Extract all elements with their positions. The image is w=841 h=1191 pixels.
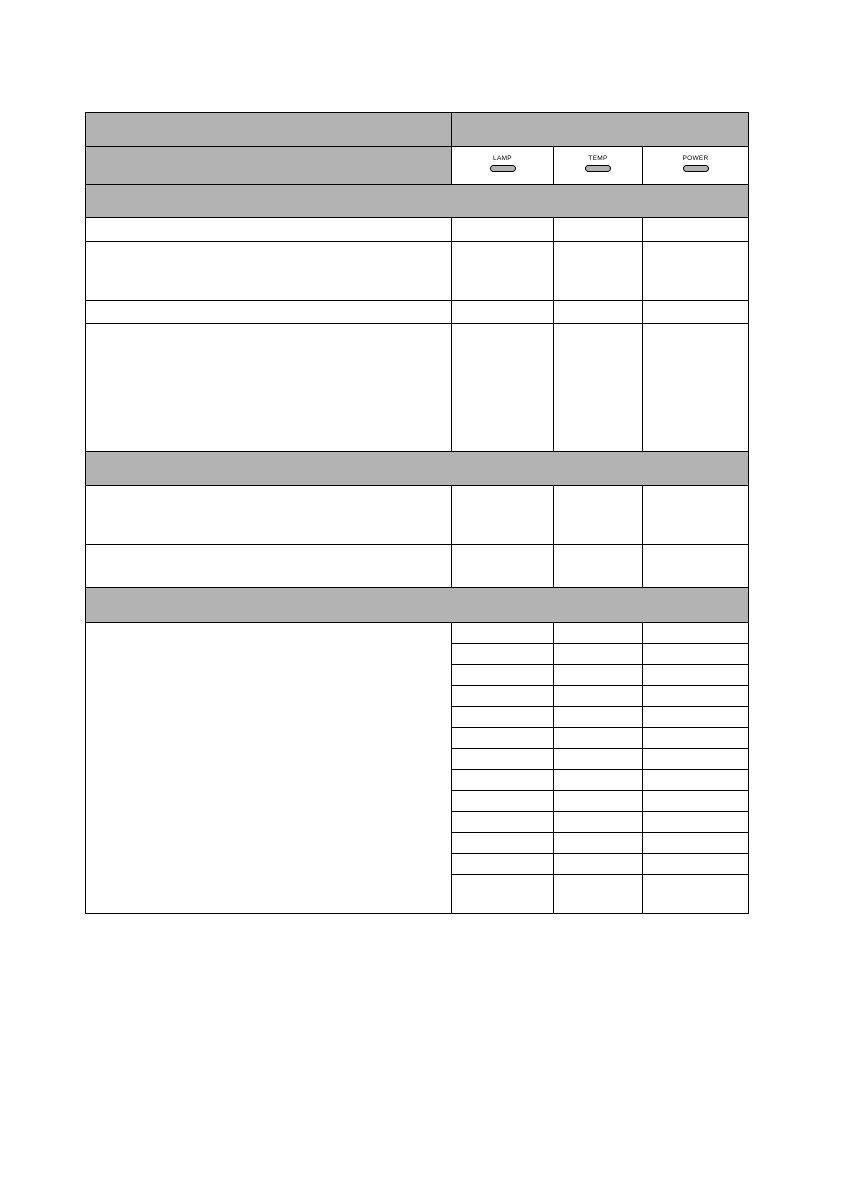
lamp-label: LAMP (493, 155, 512, 162)
table-cell (553, 748, 642, 769)
table-cell (451, 485, 553, 544)
table-cell (451, 622, 553, 643)
table-cell (642, 769, 749, 790)
table-cell (451, 832, 553, 853)
table-cell (553, 832, 642, 853)
table-row (85, 323, 749, 451)
header-cell-blank (85, 146, 451, 184)
power-indicator-icon (683, 165, 709, 172)
indicator-header-row (85, 146, 749, 184)
table-cell (85, 300, 451, 323)
table-cell (451, 544, 553, 587)
table-row (85, 811, 749, 832)
table-row (85, 485, 749, 544)
table-cell (451, 706, 553, 727)
table-cell (553, 853, 642, 874)
table-row (85, 241, 749, 300)
table-cell (451, 643, 553, 664)
table-cell (642, 727, 749, 748)
temp-indicator-cell (553, 146, 642, 184)
table-cell (451, 769, 553, 790)
table-cell (553, 643, 642, 664)
table-row (85, 832, 749, 853)
table-cell (451, 811, 553, 832)
table-cell (553, 544, 642, 587)
table-cell (553, 769, 642, 790)
table-header-row (85, 112, 749, 146)
section-header-cell (85, 587, 749, 622)
table-cell (642, 241, 749, 300)
table-cell (451, 685, 553, 706)
table-cell (85, 217, 451, 241)
section-header-row (85, 184, 749, 217)
table-cell (642, 300, 749, 323)
table-row (85, 685, 749, 706)
table-cell (553, 323, 642, 451)
table-row (85, 664, 749, 685)
table-cell (553, 485, 642, 544)
power-label: POWER (682, 155, 709, 162)
table-cell (553, 241, 642, 300)
table-cell (642, 323, 749, 451)
temp-label: TEMP (588, 155, 608, 162)
table-cell (642, 853, 749, 874)
table-cell (642, 217, 749, 241)
table-cell (451, 790, 553, 811)
table-cell (451, 874, 553, 913)
table-cell (553, 874, 642, 913)
table-row (85, 217, 749, 241)
table-cell (85, 323, 451, 451)
table-cell (642, 874, 749, 913)
table-cell (642, 790, 749, 811)
header-cell-indicators (451, 112, 749, 146)
table-cell (642, 622, 749, 643)
table-cell (553, 300, 642, 323)
table-cell (553, 811, 642, 832)
table-row (85, 769, 749, 790)
table-row (85, 643, 749, 664)
table-cell (553, 706, 642, 727)
table-cell (642, 643, 749, 664)
table-row (85, 790, 749, 811)
table-cell (642, 748, 749, 769)
table-cell (85, 485, 451, 544)
temp-indicator-icon (585, 165, 611, 172)
table-cell (553, 727, 642, 748)
table-cell (642, 706, 749, 727)
table-row (85, 853, 749, 874)
table-row (85, 727, 749, 748)
section-header-row (85, 451, 749, 485)
power-indicator-cell (642, 146, 749, 184)
section-header-row (85, 587, 749, 622)
table-cell (451, 853, 553, 874)
table-cell (451, 241, 553, 300)
section-header-cell (85, 184, 749, 217)
table-cell (85, 241, 451, 300)
table-row (85, 544, 749, 587)
table-cell (642, 811, 749, 832)
table-cell (451, 323, 553, 451)
table-cell (553, 622, 642, 643)
table-row (85, 622, 749, 643)
table-cell (642, 685, 749, 706)
table-cell (553, 790, 642, 811)
table-row (85, 748, 749, 769)
table-cell (642, 485, 749, 544)
table-bottom-border (85, 913, 749, 914)
table-cell (451, 300, 553, 323)
table-cell (451, 217, 553, 241)
table-cell (451, 727, 553, 748)
table-cell (553, 664, 642, 685)
table-cell (553, 217, 642, 241)
table-cell (553, 685, 642, 706)
table-cell (85, 544, 451, 587)
section-header-cell (85, 451, 749, 485)
table-cell (642, 544, 749, 587)
table-row (85, 874, 749, 913)
lamp-indicator-icon (490, 165, 516, 172)
table-row (85, 300, 749, 323)
table-row (85, 706, 749, 727)
table-cell (642, 664, 749, 685)
header-cell-status (85, 112, 451, 146)
table-cell (451, 664, 553, 685)
lamp-indicator-cell (451, 146, 553, 184)
table-cell (642, 832, 749, 853)
table-cell (451, 748, 553, 769)
